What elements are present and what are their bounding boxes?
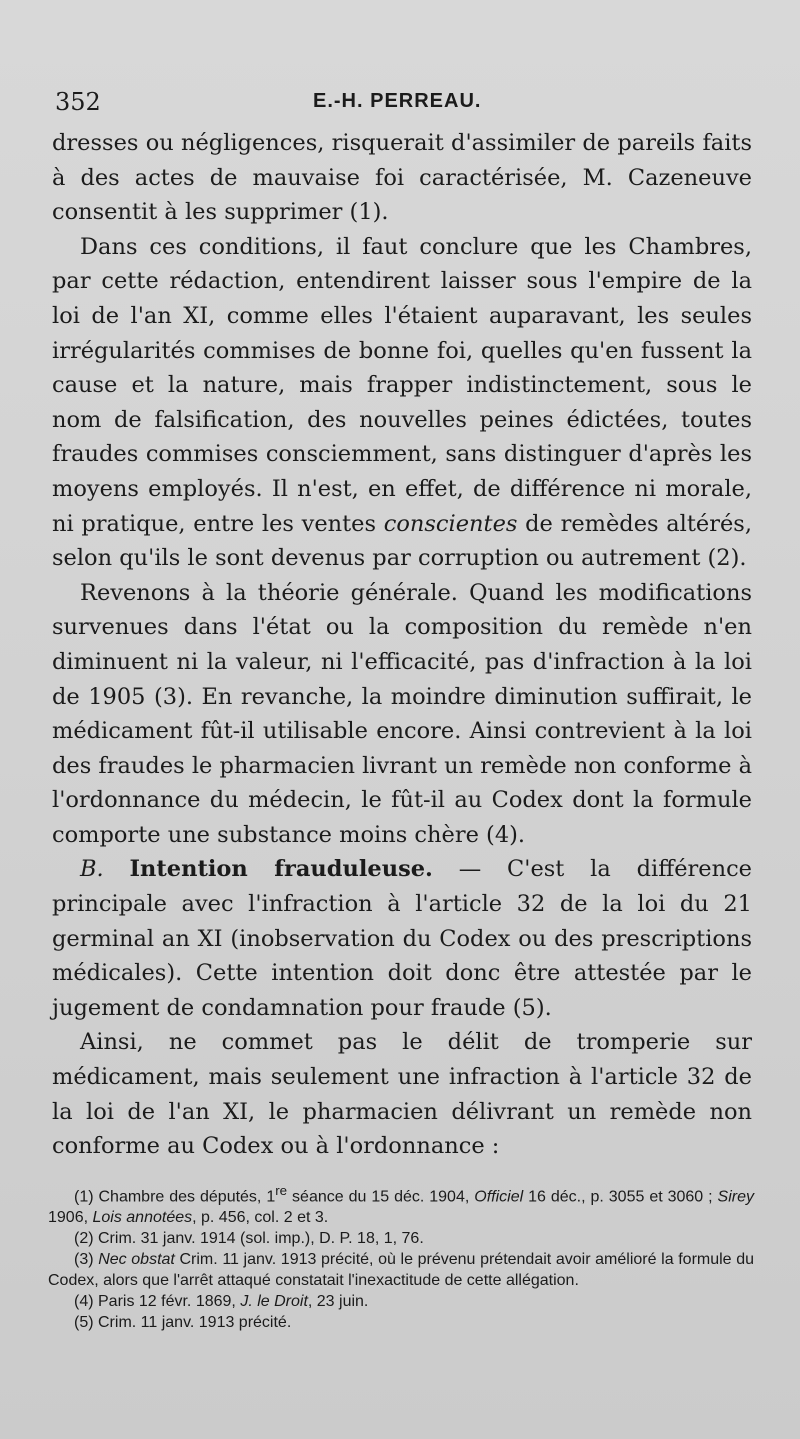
paragraph-1-text: dresses ou négligences, risquerait d'assimiler de pareils faits à des actes de mauvaise foi caractérisée, M. Cazeneuve consentit à les supprimer (1). [52,130,752,226]
footnote-5 [48,1312,754,1333]
footnote-3-italic: Nec obstat [98,1251,175,1269]
footnote-1-text: (1) Chambre des députés, 1 [74,1188,276,1206]
footnote-1 [48,1180,754,1228]
footnote-2 [48,1228,754,1249]
footnote-3-text-b: Crim. 11 janv. 1913 précité, où le prévenu prétendait avoir amélioré la formule du Codex, alors que l'arrêt attaqué constatait l'inexactitude de cette allégation. [48,1251,755,1290]
section-letter: B. [80,856,104,883]
running-title: E.-H. PERREAU. [313,90,482,112]
footnote-5-text: (5) Crim. 11 janv. 1913 précité. [74,1314,292,1332]
footnote-2-text: (2) Crim. 31 janv. 1914 (sol. imp.), D. P. 18, 1, 76. [74,1230,424,1248]
footnote-3 [48,1249,754,1291]
footnote-1-text-e: , p. 456, col. 2 et 3. [192,1209,329,1227]
paragraph-1 [52,126,752,230]
paragraph-3-text: Revenons à la théorie générale. Quand les modifications survenues dans l'état ou la composition du remède n'en diminuent ni la valeur, ni l'efficacité, pas d'infraction à la loi de 1905 (3). En revanche, la moindre diminution suffirait, le médicament fût-il utilisable encore. Ainsi contrevient à la loi des fraudes le pharmacien livrant un remède non conforme à l'ordonnance du médecin, le fût-il au Codex dont la formule comporte une substance moins chère (4). [52,579,752,848]
footnote-1-text-d: 1906, [48,1209,93,1227]
paragraph-3 [52,576,752,853]
body-text [52,126,752,1164]
footnote-4-italic: J. le Droit [240,1293,308,1311]
footnote-1-italic-1: Officiel [474,1188,524,1206]
footnote-4 [48,1291,754,1312]
page-number: 352 [55,88,101,116]
footnote-4-text: (4) Paris 12 févr. 1869, [74,1293,241,1311]
section-title: Intention frauduleuse. [129,856,433,883]
footnote-1-superscript: re [275,1183,288,1198]
footnotes [48,1180,754,1333]
footnote-1-italic-3: Lois annotées [92,1209,193,1227]
paragraph-4-text: — C'est la différence principale avec l'infraction à l'article 32 de la loi du 21 germinal an XI (inobservation du Codex ou des prescriptions médicales). Cette intention doit donc être attestée par le jugement de condamnation pour fraude (5). [52,856,752,1021]
paragraph-2-text: Dans ces conditions, il faut conclure que les Chambres, par cette rédaction, entendirent laisser sous l'empire de la loi de l'an XI, comme elles l'étaient auparavant, les seules irrégularités commises de bonne foi, quelles qu'en fussent la cause et la nature, mais frapper indistinctement, sous le nom de falsification, des nouvelles peines édictées, toutes fraudes commises consciemment, sans distinguer d'après les moyens employés. Il n'est, en effet, de différence ni morale, ni pratique, entre les ventes [52,233,752,537]
paragraph-5 [52,1025,752,1163]
footnote-1-text-c: 16 déc., p. 3055 et 3060 ; [523,1188,718,1206]
paragraph-2-end: de remèdes altérés, selon qu'ils le sont devenus par corruption ou autrement (2). [52,510,752,572]
paragraph-4 [52,852,752,1025]
footnote-1-text-b: séance du 15 déc. 1904, [287,1188,475,1206]
paragraph-2-italic: conscientes [383,510,518,537]
page-header [55,88,755,118]
footnote-4-text-b: , 23 juin. [307,1293,369,1311]
paragraph-5-text: Ainsi, ne commet pas le délit de tromperie sur médicament, mais seulement une infraction à l'article 32 de la loi de l'an XI, le pharmacien délivrant un remède non conforme au Codex ou à l'ordonnance : [52,1029,752,1160]
paragraph-2 [52,230,752,576]
footnote-3-text: (3) [74,1251,99,1269]
footnote-1-italic-2: Sirey [717,1188,754,1206]
